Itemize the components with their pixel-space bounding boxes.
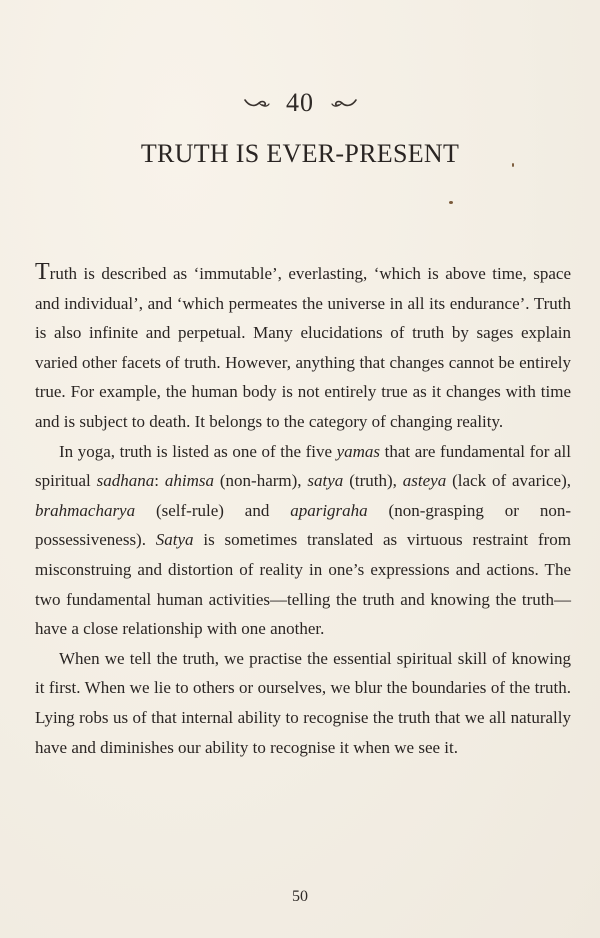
paper-fleck bbox=[449, 201, 453, 204]
paper-fleck bbox=[512, 163, 514, 167]
italic-term: brahmacharya bbox=[35, 500, 136, 520]
text-run: (truth), bbox=[343, 471, 403, 491]
italic-term: Satya bbox=[155, 530, 194, 550]
italic-term: aparigraha bbox=[290, 500, 368, 520]
body-paragraph bbox=[35, 437, 571, 644]
text-run: (self-rule) and bbox=[135, 500, 291, 520]
swash-ornament-left-icon bbox=[243, 96, 271, 110]
body-paragraph bbox=[35, 259, 571, 437]
text-run: that are fundamental for all spiritual bbox=[35, 441, 571, 491]
italic-term: yamas bbox=[336, 441, 381, 461]
text-run: (non-harm), bbox=[213, 471, 308, 491]
text-run: (non-grasping or non-possessiveness). bbox=[35, 500, 571, 550]
text-run: ruth is described as ‘immutable’, everlasting, ‘which is above time, space and individual’, and ‘which permeates the universe in all its endurance’. Truth is also infinite and perpetual. Many elucidations of truth by sages explain varied other facets of truth. However, anything that changes cannot be entirely true. For example, the human body is not entirely true as it changes with time and is subject to death. It belongs to the category of changing reality. bbox=[35, 264, 571, 431]
body-paragraph bbox=[35, 644, 571, 762]
page-number: 50 bbox=[292, 888, 308, 905]
chapter-number-row bbox=[0, 86, 600, 118]
text-run: is sometimes translated as virtuous restraint from misconstruing and distortion of reality in one’s expressions and actions. The two fundamental human activities—telling the truth and knowing the truth—have a close relationship with one another. bbox=[35, 530, 572, 639]
text-run: In yoga, truth is listed as one of the five bbox=[59, 441, 337, 461]
italic-term: sadhana bbox=[96, 471, 155, 491]
text-run: When we tell the truth, we practise the essential spiritual skill of knowing it first. When we lie to others or ourselves, we blur the boundaries of the truth. Lying robs us of that internal ability to recognise the truth that we all naturally have and diminishes our ability to recognise it when we see it. bbox=[35, 648, 571, 757]
text-run: : bbox=[154, 471, 165, 491]
chapter-title: TRUTH IS EVER-PRESENT bbox=[140, 139, 460, 168]
chapter-body bbox=[35, 259, 571, 762]
swash-ornament-right-icon bbox=[330, 96, 358, 110]
italic-term: ahimsa bbox=[164, 471, 214, 491]
italic-term: satya bbox=[307, 471, 344, 491]
text-run: (lack of avarice), bbox=[446, 471, 571, 491]
initial-letter: T bbox=[35, 259, 50, 285]
chapter-number: 40 bbox=[286, 88, 314, 118]
italic-term: asteya bbox=[402, 471, 447, 491]
